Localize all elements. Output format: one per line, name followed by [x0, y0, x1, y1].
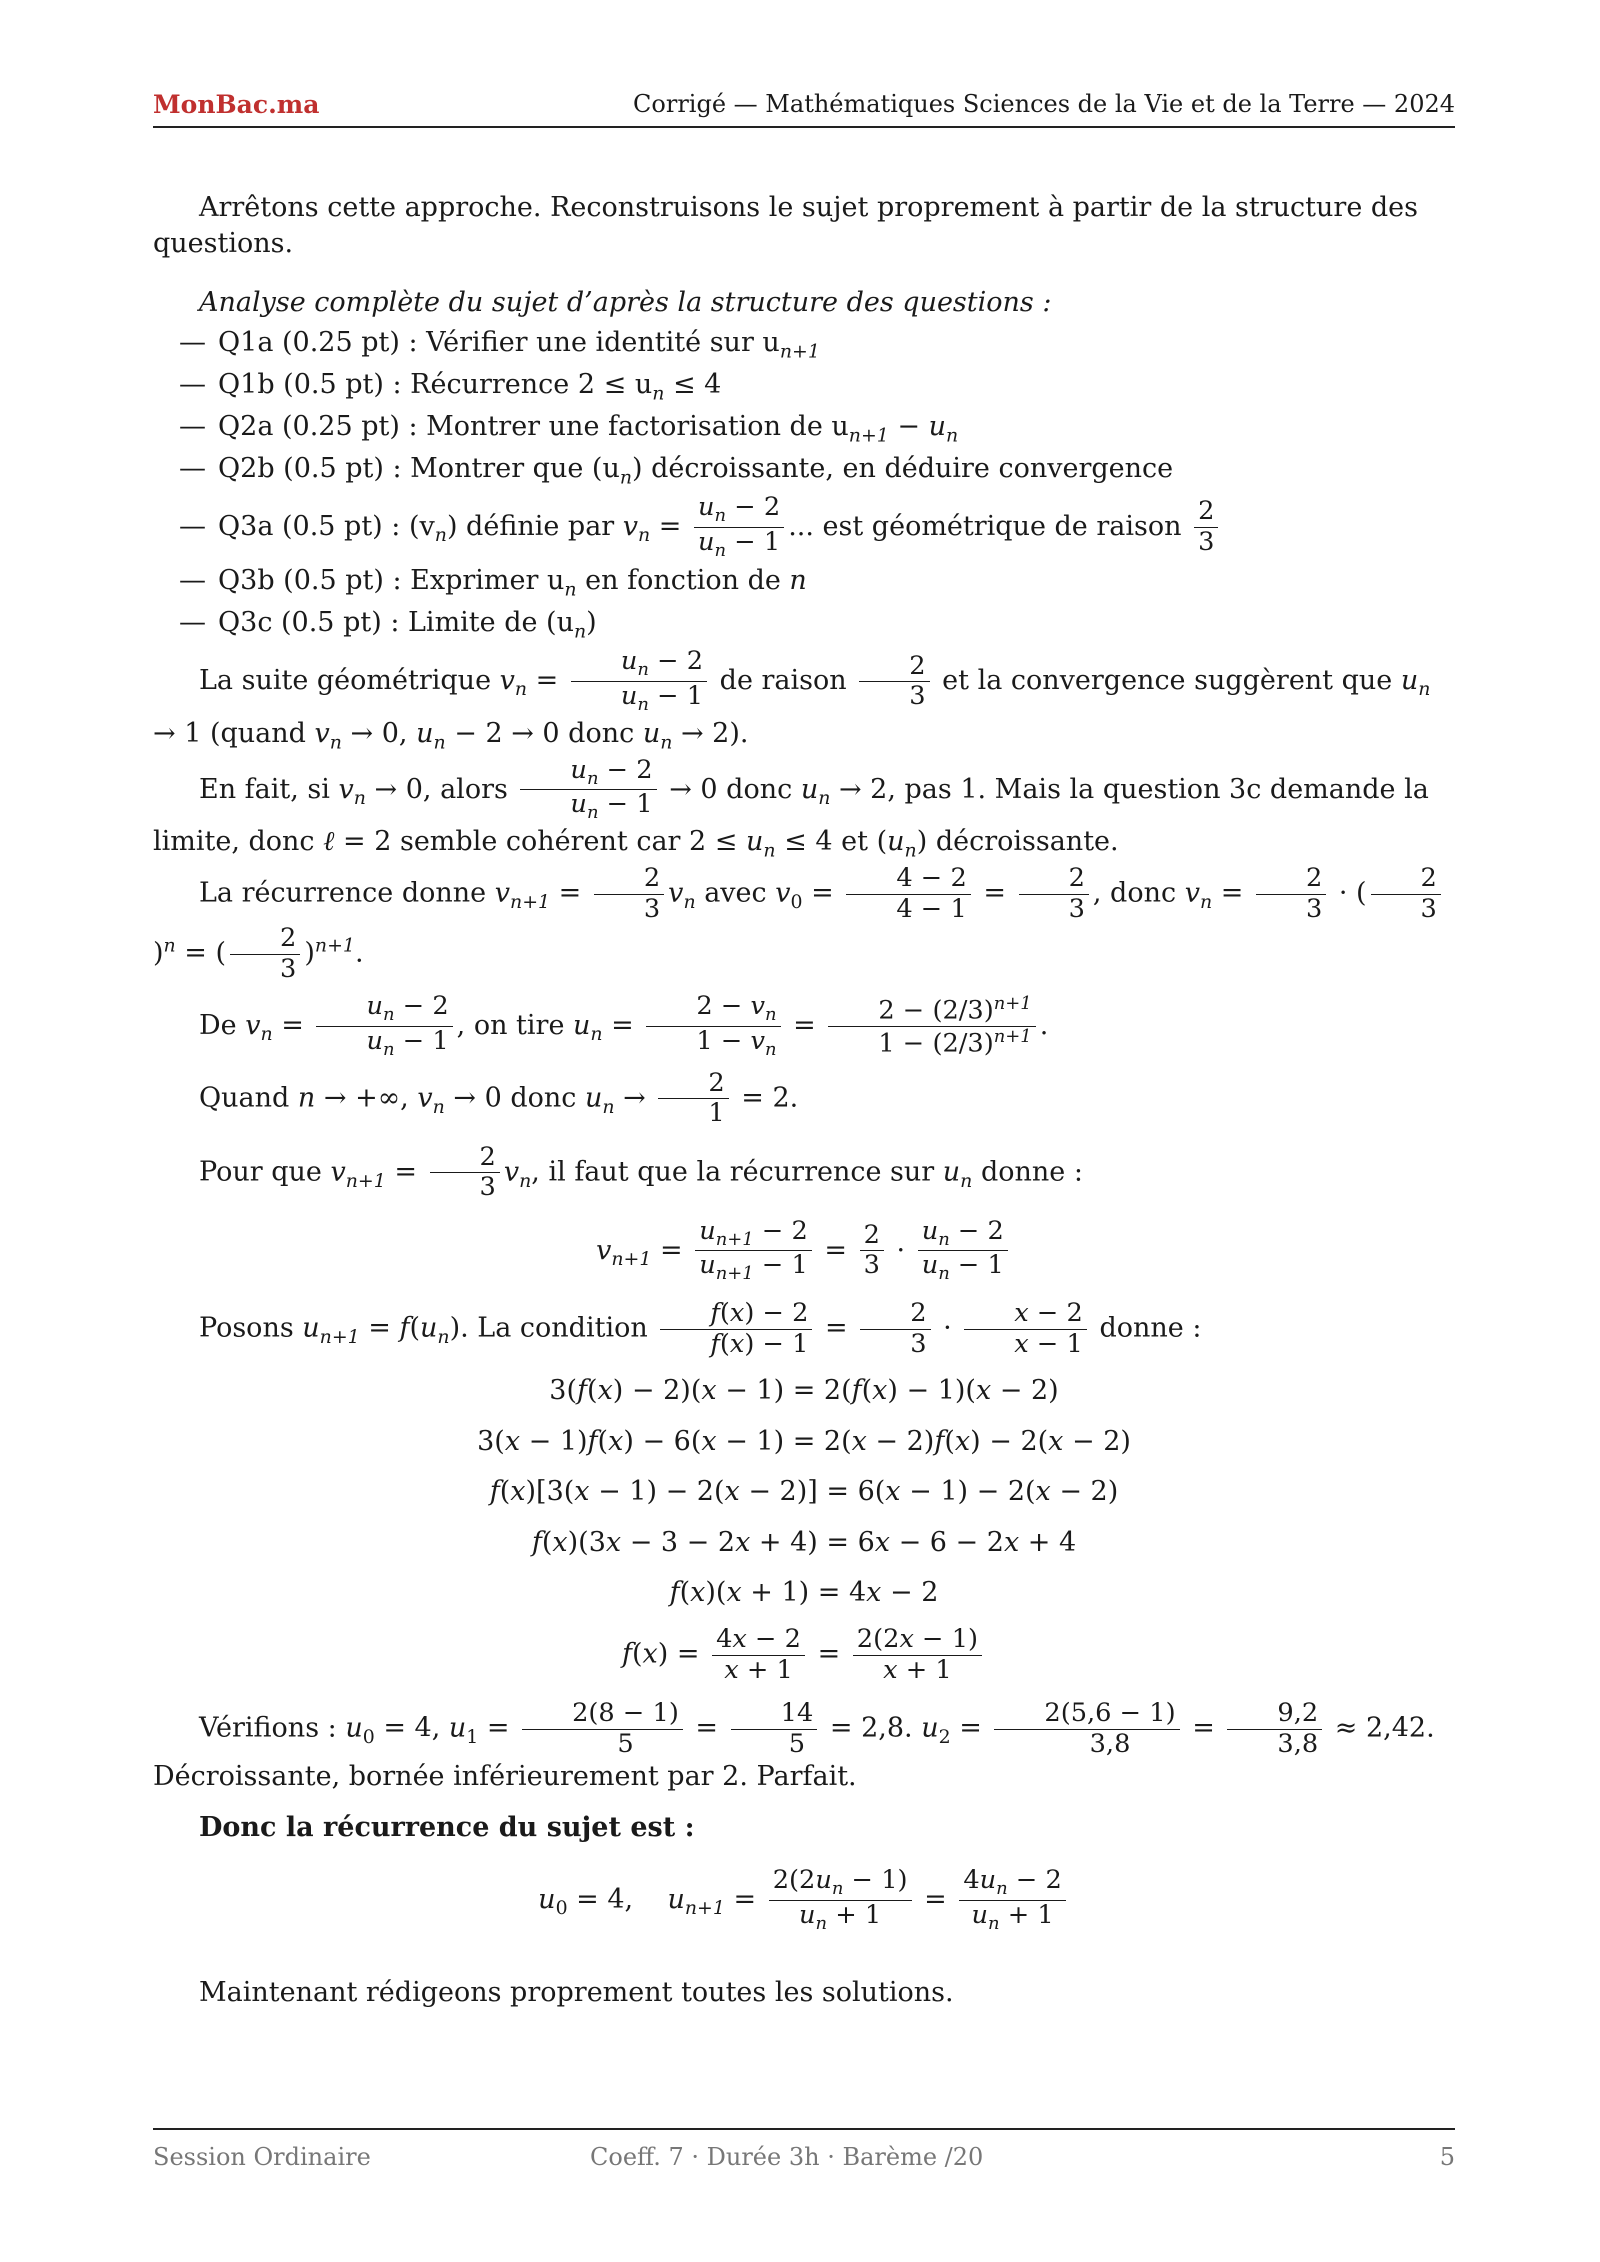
paragraph-de-vn: De $v_n$ = $\frac{u_n - 2}{u_n - 1}$ , on tire $u_n$ = $\frac{2 - v_n}{1 - v_n}$ = $\frac{2 - (2/3)^{n+1}}{1 - (2/3)^{n+1}}$ . [199, 991, 1049, 1061]
page-header [153, 86, 1455, 128]
paragraph-geometric: La suite géométrique $v_n$ = $\frac{u_n - 2}{u_n - 1}$ de raison $\frac{2}{3}$ et la convergence suggèrent que $u_n \to 1$ (quand $v_n \to 0$, $u_n - 2 \to 0$ donc $u_n \to 2$). [153, 646, 1431, 754]
equation-step-3: f(x)[3(x − 1) − 2(x − 2)] = 6(x − 1) − 2(x − 2) [489, 1476, 1119, 1508]
footer-rule [153, 2128, 1455, 2130]
list-item: — Q2a (0.25 pt) : Montrer une factorisation de $u_{n+1} - u_n$ [179, 411, 959, 447]
equation-step-2: 3(x − 1)f(x) − 6(x − 1) = 2(x − 2)f(x) − 2(x − 2) [477, 1425, 1131, 1457]
paragraph-quand: Quand n → +∞, $v_n \to 0$ donc $u_n$ → $\frac{2}{1}$ = 2. [199, 1067, 799, 1129]
equation-step-1: 3(f(x) − 2)(x − 1) = 2(f(x) − 1)(x − 2) [549, 1375, 1059, 1407]
paragraph-en-fait: En fait, si $v_n \to 0$, alors $\frac{u_n - 2}{u_n - 1}$ → 0 donc $u_n \to 2$, pas 1. Mais la question 3c demande la limite, donc ℓ = 2 semble cohérent car $2 \le u_n \le 4$ et $(u_n)$ décroissante. [153, 754, 1429, 862]
question-list [179, 325, 1455, 645]
main-content [153, 190, 1455, 2011]
list-item: — Q1a (0.25 pt) : Vérifier une identité sur $u_{n+1}$ [179, 327, 820, 363]
header-title: Corrigé — Mathématiques Sciences de la Vie et de la Terre — 2024 [633, 90, 1455, 118]
list-item: — Q3c (0.5 pt) : Limite de $(u_n)$ [179, 607, 597, 643]
paragraph-recurrence: La récurrence donne $v_{n+1}$ = $\frac{2}{3}$ $v_n$ avec $v_0$ = $\frac{4 - 2}{4 - 1}$ = $\frac{2}{3}$ , donc $v_n$ = $\frac{2}{3}$ · ( $\frac{2}{3}$ )$^n$ = ( $\frac{2}{3}$ )$^{n+1}$. [153, 864, 1455, 984]
list-item: — Q1b (0.5 pt) : Récurrence $2 \le u_n \le 4$ [179, 369, 722, 405]
footer-info: Coeff. 7 · Durée 3h · Barème /20 [590, 2143, 984, 2171]
brand-logo-text: MonBac.ma [153, 90, 320, 119]
equation-final-recurrence: $u_0 = 4$, $u_{n+1}$ = $\frac{2(2u_n - 1)}{u_n + 1}$ = $\frac{4u_n - 2}{u_n + 1}$ [153, 1866, 1455, 1935]
footer-session: Session Ordinaire [153, 2143, 371, 2171]
list-item: — Q3b (0.5 pt) : Exprimer $u_n$ en fonction de n [179, 565, 807, 601]
paragraph-posons: Posons $u_{n+1} = f(u_n)$. La condition $\frac{f(x) - 2}{f(x) - 1}$ = $\frac{2}{3}$ · $\frac{x - 2}{x - 1}$ donne : [199, 1298, 1202, 1359]
paragraph-intro: Arrêtons cette approche. Reconstruisons le sujet proprement à partir de la structure des questions. [153, 192, 1419, 260]
paragraph-verifions: Vérifions : $u_0 = 4$, $u_1$ = $\frac{2(8 - 1)}{5}$ = $\frac{14}{5}$ = 2,8. $u_2$ = $\frac{2(5,6 - 1)}{3,8}$ = $\frac{9,2}{3,8}$ ≈ 2,42. Décroissante, bornée inférieurement par 2. Parfait. [153, 1698, 1435, 1793]
paragraph-final: Maintenant rédigeons proprement toutes les solutions. [199, 1976, 954, 2008]
list-item: — Q2b (0.5 pt) : Montrer que $(u_n)$ décroissante, en déduire convergence [179, 453, 1174, 489]
paragraph-pour-que: Pour que $v_{n+1}$ = $\frac{2}{3}$ $v_n$, il faut que la récurrence sur $u_n$ donne : [199, 1141, 1083, 1203]
analysis-heading: Analyse complète du sujet d’après la structure des questions : [199, 286, 1052, 318]
page-number: 5 [1439, 2143, 1455, 2171]
equation-step-6: f(x) = $\frac{4x - 2}{x + 1}$ = $\frac{2(2x - 1)}{x + 1}$ [153, 1625, 1455, 1685]
equation-step-4: f(x)(3x − 3 − 2x + 4) = 6x − 6 − 2x + 4 [531, 1526, 1077, 1558]
bold-conclusion: Donc la récurrence du sujet est : [199, 1811, 695, 1843]
equation-vn1: $v_{n+1}$ = $\frac{u_{n+1} - 2}{u_{n+1} - 1}$ = $\frac{2}{3}$ · $\frac{u_n - 2}{u_n - 1}$ [153, 1217, 1455, 1286]
list-item: — Q3a (0.5 pt) : $(v_n)$ définie par $v_n$ = $\frac{u_n - 2}{u_n - 1}$ ... est géométrique de raison $\frac{2}{3}$ [179, 493, 1455, 562]
equation-step-5: f(x)(x + 1) = 4x − 2 [669, 1576, 939, 1608]
